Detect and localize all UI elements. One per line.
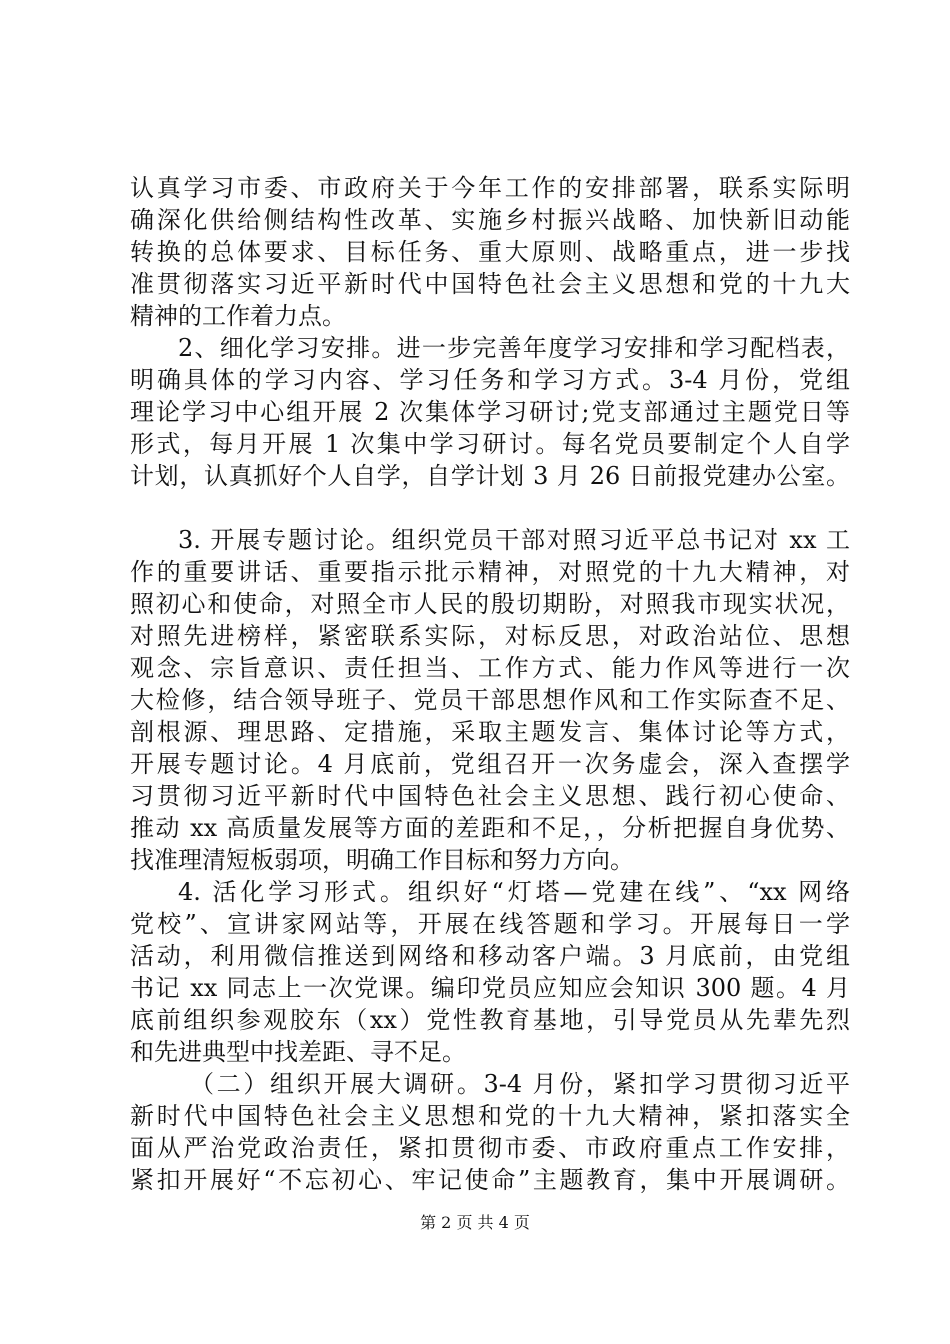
document-body xyxy=(130,172,850,1196)
text-line: 面从严治党政治责任，紧扣贯彻市委、市政府重点工作安排， xyxy=(130,1134,850,1162)
paragraph-gap xyxy=(130,492,850,524)
page-footer: 第 2 页 共 4 页 xyxy=(420,1213,530,1232)
text-line: 转换的总体要求、目标任务、重大原则、战略重点，进一步找 xyxy=(130,238,850,266)
text-line: 大检修，结合领导班子、党员干部思想作风和工作实际查不足、 xyxy=(130,686,850,714)
text-line: 作的重要讲话、重要指示批示精神，对照党的十九大精神，对 xyxy=(130,558,850,586)
text-line: 习贯彻习近平新时代中国特色社会主义思想、践行初心使命、 xyxy=(130,782,850,810)
text-line: 确深化供给侧结构性改革、实施乡村振兴战略、加快新旧动能 xyxy=(130,206,850,234)
text-line: 活动，利用微信推送到网络和移动客户端。3 月底前，由党组 xyxy=(130,942,850,970)
text-line: 对照先进榜样，紧密联系实际，对标反思，对政治站位、思想 xyxy=(130,622,850,650)
text-line: 紧扣开展好“不忘初心、牢记使命”主题教育，集中开展调研。 xyxy=(130,1166,850,1194)
text-line: 认真学习市委、市政府关于今年工作的安排部署，联系实际明 xyxy=(130,174,850,202)
text-line: 剖根源、理思路、定措施，采取主题发言、集体讨论等方式， xyxy=(130,718,850,746)
text-line: （二）组织开展大调研。3-4 月份，紧扣学习贯彻习近平 xyxy=(190,1070,850,1098)
text-line: 书记 xx 同志上一次党课。编印党员应知应会知识 300 题。4 月 xyxy=(130,974,850,1002)
text-line: 找准理清短板弱项，明确工作目标和努力方向。 xyxy=(130,846,634,874)
text-line: 底前组织参观胶东（xx）党性教育基地，引导党员从先辈先烈 xyxy=(130,1006,850,1034)
text-line: 党校”、宣讲家网站等，开展在线答题和学习。开展每日一学 xyxy=(130,910,850,938)
text-line: 明确具体的学习内容、学习任务和学习方式。3-4 月份，党组 xyxy=(130,366,850,394)
text-line: 4. 活化学习形式。组织好“灯塔—党建在线”、“xx 网络 xyxy=(178,878,850,906)
text-line: 开展专题讨论。4 月底前，党组召开一次务虚会，深入查摆学 xyxy=(130,750,850,778)
text-line: 2、细化学习安排。进一步完善年度学习安排和学习配档表， xyxy=(178,334,850,362)
text-line: 照初心和使命，对照全市人民的殷切期盼，对照我市现实状况， xyxy=(130,590,850,618)
text-line: 理论学习中心组开展 2 次集体学习研讨;党支部通过主题党日等 xyxy=(130,398,850,426)
text-line: 3. 开展专题讨论。组织党员干部对照习近平总书记对 xx 工 xyxy=(178,526,850,554)
text-line: 准贯彻落实习近平新时代中国特色社会主义思想和党的十九大 xyxy=(130,270,850,298)
text-line: 和先进典型中找差距、寻不足。 xyxy=(130,1038,466,1066)
text-line: 计划，认真抓好个人自学，自学计划 3 月 26 日前报党建办公室。 xyxy=(130,462,850,490)
text-line: 观念、宗旨意识、责任担当、工作方式、能力作风等进行一次 xyxy=(130,654,850,682)
text-line: 新时代中国特色社会主义思想和党的十九大精神，紧扣落实全 xyxy=(130,1102,850,1130)
text-line: 形式，每月开展 1 次集中学习研讨。每名党员要制定个人自学 xyxy=(130,430,850,458)
text-line: 推动 xx 高质量发展等方面的差距和不足，，分析把握自身优势、 xyxy=(130,814,850,842)
text-line: 精神的工作着力点。 xyxy=(130,302,346,330)
